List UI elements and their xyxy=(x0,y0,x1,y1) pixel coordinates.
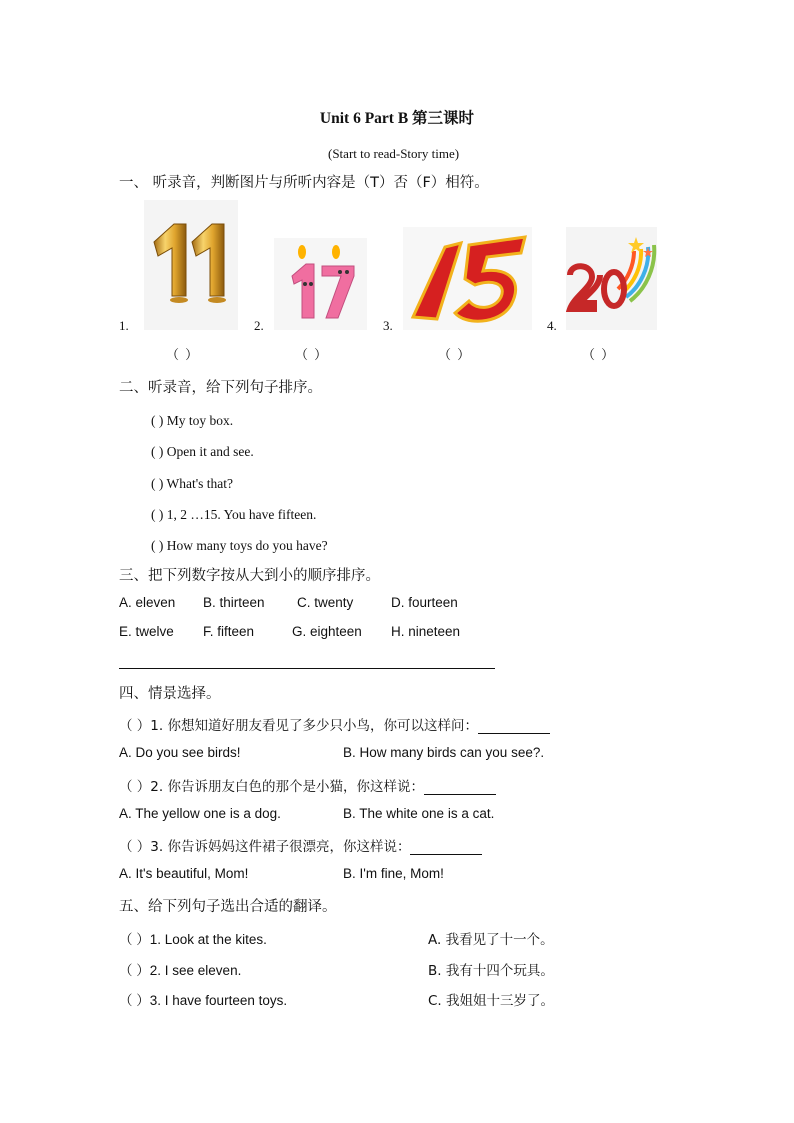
question-line xyxy=(119,775,496,795)
section5-heading: 五、给下列句子选出合适的翻译。 xyxy=(119,899,337,915)
number-option: B. thirteen xyxy=(203,595,265,610)
order-paren[interactable]: ( ) xyxy=(151,444,164,459)
golden-balloon-11-picture xyxy=(144,200,238,330)
number-option: H. nineteen xyxy=(391,624,461,639)
answer-paren[interactable]: （ ） xyxy=(119,932,150,947)
answer-paren[interactable]: （ ） xyxy=(119,718,151,734)
option-a: A. Do you see birds! xyxy=(119,745,241,760)
english-sentence: 2. I see eleven. xyxy=(149,963,242,978)
page-subtitle: (Start to read-Story time) xyxy=(328,146,460,161)
section3-heading: 三、把下列数字按从大到小的顺序排序。 xyxy=(119,568,380,584)
option-a: A. It's beautiful, Mom! xyxy=(119,866,249,881)
answer-paren[interactable]: （ ） xyxy=(119,993,150,1008)
number-option: C. twenty xyxy=(297,595,354,610)
answer-paren[interactable]: （ ） xyxy=(119,963,150,978)
question-line xyxy=(119,835,482,855)
option-b: B. How many birds can you see?. xyxy=(343,745,545,760)
number-option: A. eleven xyxy=(119,595,176,610)
order-paren[interactable]: ( ) xyxy=(151,413,164,428)
item2-number: 2. xyxy=(254,318,264,333)
sentence-text: How many toys do you have? xyxy=(166,538,328,553)
section2-heading: 二、听录音，给下列句子排序。 xyxy=(119,380,322,396)
item4-answer-paren[interactable]: （ ） xyxy=(582,348,616,363)
english-sentence: 3. I have fourteen toys. xyxy=(149,993,288,1008)
item4-number: 4. xyxy=(547,318,557,333)
english-sentence: 1. Look at the kites. xyxy=(149,932,267,947)
option-b: B. I'm fine, Mom! xyxy=(343,866,444,881)
answer-blank[interactable] xyxy=(478,719,550,734)
option-b: B. The white one is a cat. xyxy=(343,806,495,821)
pink-candles-17-picture xyxy=(274,238,367,330)
translation-item xyxy=(119,928,267,948)
rainbow-20-picture xyxy=(566,227,657,330)
sentence-text: Open it and see. xyxy=(166,444,254,459)
translation-item xyxy=(119,959,241,979)
translation-option: A. 我看见了十一个。 xyxy=(428,932,554,948)
question-text: 1. 你想知道好朋友看见了多少只小鸟，你可以这样问： xyxy=(150,718,478,734)
section1-heading: 一、 听录音，判断图片与所听内容是（T）否（F）相符。 xyxy=(119,175,489,191)
translation-item xyxy=(119,989,287,1009)
question-line xyxy=(119,714,550,734)
sentence-item xyxy=(151,507,316,523)
red-3d-15-picture xyxy=(403,227,532,330)
question-text: 2. 你告诉朋友白色的那个是小猫，你这样说： xyxy=(150,779,424,795)
question-text: 3. 你告诉妈妈这件裙子很漂亮，你这样说： xyxy=(150,839,411,855)
item2-answer-paren[interactable]: （ ） xyxy=(295,348,329,363)
number-option: F. fifteen xyxy=(203,624,255,639)
section4-heading: 四、情景选择。 xyxy=(119,686,221,702)
sentence-text: What's that? xyxy=(166,476,234,491)
answer-blank[interactable] xyxy=(410,840,482,855)
option-a: A. The yellow one is a dog. xyxy=(119,806,281,821)
answer-paren[interactable]: （ ） xyxy=(119,839,151,855)
answer-blank[interactable] xyxy=(424,780,496,795)
sentence-item xyxy=(151,413,233,429)
sentence-item xyxy=(151,476,233,492)
translation-option: C. 我姐姐十三岁了。 xyxy=(428,993,555,1009)
number-option: D. fourteen xyxy=(391,595,458,610)
order-paren[interactable]: ( ) xyxy=(151,538,164,553)
sentence-text: My toy box. xyxy=(166,413,234,428)
translation-option: B. 我有十四个玩具。 xyxy=(428,963,554,979)
order-answer-line[interactable] xyxy=(119,668,495,669)
number-option: E. twelve xyxy=(119,624,174,639)
page-title: Unit 6 Part B 第三课时 xyxy=(319,110,475,127)
sentence-text: 1, 2 …15. You have fifteen. xyxy=(166,507,317,522)
answer-paren[interactable]: （ ） xyxy=(119,779,151,795)
item1-answer-paren[interactable]: （ ） xyxy=(166,348,200,363)
item3-number: 3. xyxy=(383,318,393,333)
sentence-item xyxy=(151,538,328,554)
item1-number: 1. xyxy=(119,318,129,333)
order-paren[interactable]: ( ) xyxy=(151,476,164,491)
sentence-item xyxy=(151,444,254,460)
item3-answer-paren[interactable]: （ ） xyxy=(438,348,472,363)
number-option: G. eighteen xyxy=(292,624,362,639)
order-paren[interactable]: ( ) xyxy=(151,507,164,522)
